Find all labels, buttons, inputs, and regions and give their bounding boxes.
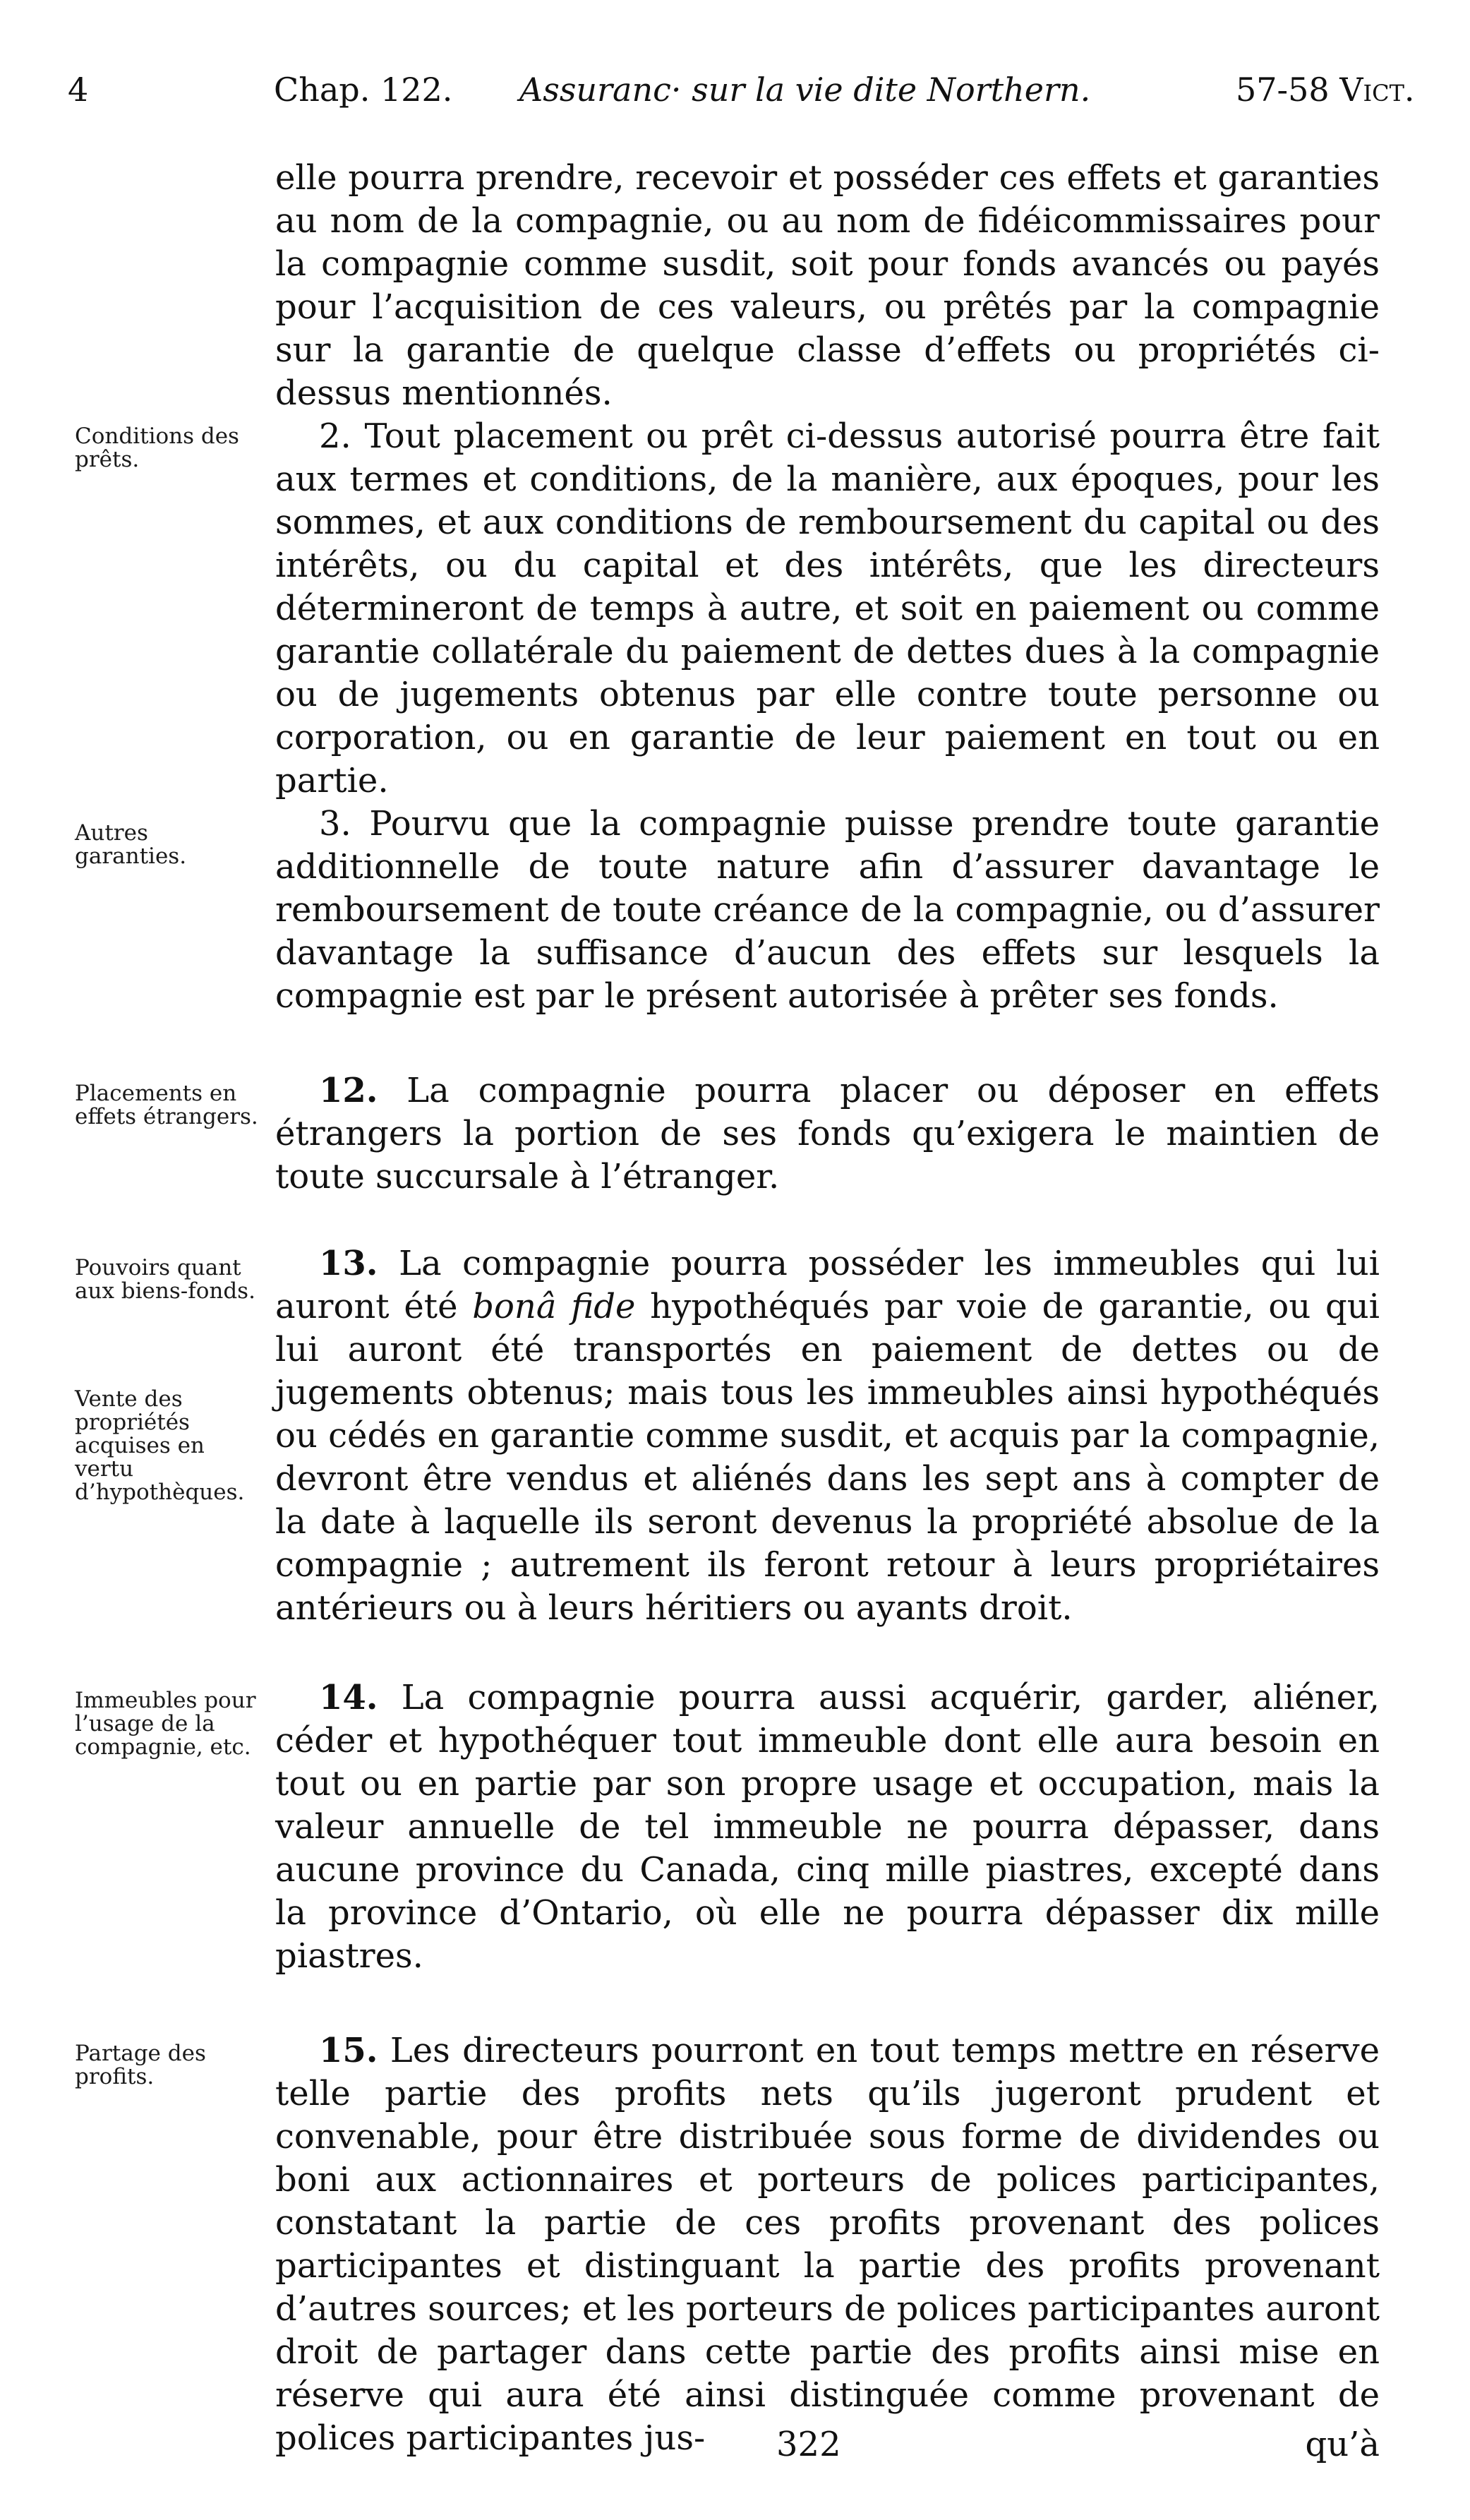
page-number: 4	[68, 71, 89, 109]
footer-page-number: 322	[776, 2425, 841, 2464]
margin-note-partage: Partage des profits.	[75, 2041, 206, 2089]
subsection-3: 3. Pourvu que la compagnie puisse prendre toute garantie additionnelle de toute nature afin d’assurer davantage le remboursement de toute créance de la compagnie, ou d’assurer davantage la suffisance d’aucun des effets sur lesquels la compagnie est par le présent autorisée à prêter ses fonds.	[275, 804, 1380, 1016]
section-14: 14. La compagnie pourra aussi acquérir, garder, aliéner, céder et hypothéquer tout immeuble dont elle aura besoin en tout ou en partie par son propre usage et occupation, mais la valeur annuelle de tel immeuble ne pourra dépasser, dans aucune province du Canada, cinq mille piastres, excepté dans la province d’Ontario, où elle ne pourra dépasser dix mille piastres.	[275, 1678, 1380, 1976]
section-number: 15.	[319, 2031, 378, 2070]
regnal-year: 57-58 Vict.	[1236, 71, 1415, 109]
margin-note-vente: Vente des propriétés acquises en vertu d’hypothèques.	[75, 1386, 245, 1505]
section-number: 14.	[319, 1678, 378, 1717]
running-header	[68, 65, 1415, 114]
margin-note-placements: Placements en effets étrangers.	[75, 1081, 258, 1129]
catchword: qu’à	[1305, 2425, 1380, 2464]
margin-note-immeubles: Immeubles pour l’usage de la compagnie, etc.	[75, 1688, 256, 1760]
margin-note-pouvoirs: Pouvoirs quant aux biens-fonds.	[75, 1255, 255, 1304]
section-15: 15. Les directeurs pourront en tout temps mettre en réserve telle partie des profits nets qu’ils jugeront prudent et convenable, pour être distribuée sous forme de dividendes ou boni aux actionnaires et porteurs de polices participantes, constatant la partie de ces profits provenant des polices participantes et distinguant la partie des profits provenant d’autres sources; et les porteurs de polices participantes auront droit de partager dans cette partie des profits ainsi mise en réserve qui aura été ainsi distinguée comme provenant de polices participantes jus-	[275, 2031, 1380, 2458]
section-number: 12.	[319, 1071, 378, 1110]
chapter-label: Chap. 122.	[274, 71, 453, 109]
paragraph-continuation: elle pourra prendre, recevoir et posséder ces effets et garanties au nom de la compagnie, ou au nom de fidéicommissaires pour la compagnie comme susdit, soit pour fonds avancés ou payés pour l’acquisition de ces valeurs, ou prêtés par la compagnie sur la garantie de quelque classe d’effets ou propriétés ci-dessus mentionnés.	[275, 158, 1380, 413]
page-footer	[275, 2420, 1380, 2469]
section-12: 12. La compagnie pourra placer ou déposer en effets étrangers la portion de ses fonds qu’exigera le maintien de toute succursale à l’étranger.	[275, 1071, 1380, 1196]
act-title: Assuranc· sur la vie dite Northern.	[519, 71, 1091, 109]
section-number: 13.	[319, 1244, 378, 1283]
margin-note-autres: Autres garanties.	[75, 820, 187, 869]
latin-term: bonâ fide	[472, 1287, 636, 1326]
section-13: 13. La compagnie pourra posséder les immeubles qui lui auront été bonâ fide hypothéqués par voie de garantie, ou qui lui auront été transportés en paiement de dettes ou de jugements obtenus; mais tous les immeubles ainsi hypothéqués ou cédés en garantie comme susdit, et acquis par la compagnie, devront être vendus et aliénés dans les sept ans à compter de la date à laquelle ils seront devenus la propriété absolue de la compagnie ; autrement ils feront retour à leurs propriétaires antérieurs ou à leurs héritiers ou ayants droit.	[275, 1244, 1380, 1628]
subsection-2: 2. Tout placement ou prêt ci-dessus autorisé pourra être fait aux termes et conditions, de la manière, aux époques, pour les sommes, et aux conditions de remboursement du capital ou des intérêts, ou du capital et des intérêts, que les directeurs détermineront de temps à autre, et soit en paiement ou comme garantie collatérale du paiement de dettes dues à la compagnie ou de jugements obtenus par elle contre toute personne ou corporation, ou en garantie de leur paiement en tout ou en partie.	[275, 416, 1380, 800]
margin-note-conditions: Conditions des prêts.	[75, 424, 239, 472]
